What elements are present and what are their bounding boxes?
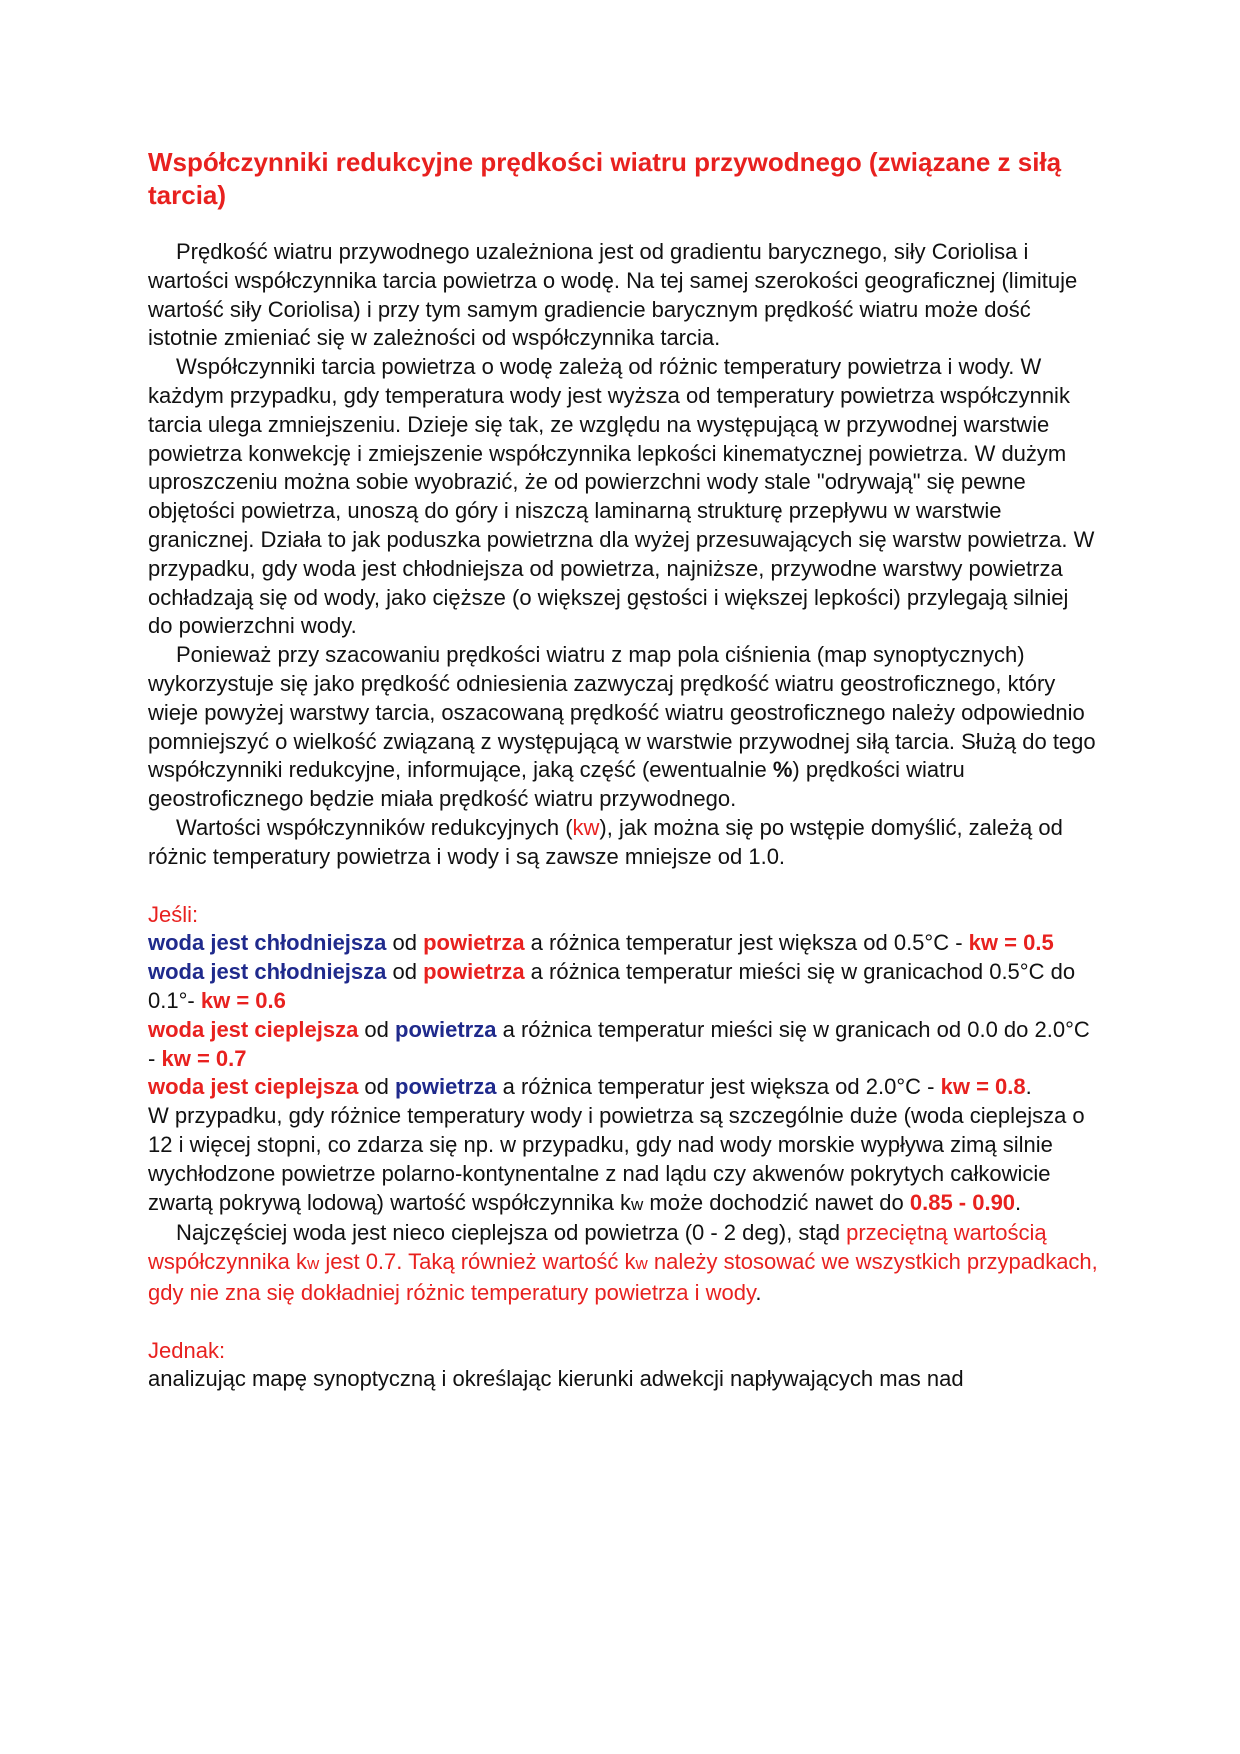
kw-range-value: 0.85 - 0.90 (909, 1189, 1016, 1215)
kw-value: kw = 0.6 (200, 987, 286, 1013)
paragraph-typical-value: Najczęściej woda jest nieco cieplejsza od powietrza (0 - 2 deg), stąd przeciętną wartością współczynnika kw jest 0.7. Taką również wartość kw należy stosować we wszystkich przypadkach, gdy nie zna się dokładniej różnic temperatury powietrza i wody. (148, 1220, 1098, 1305)
case-item: woda jest cieplejsza od powietrza a różnica temperatur mieści się w granicach od 0.0 do 2.0°C - kw = 0.7 (148, 1016, 1090, 1071)
kw-value: kw = 0.7 (161, 1045, 247, 1071)
paragraph-geostrophic-text-b: ) prędkości wiatru geostroficznego będzie miała prędkość wiatru przywodnego. (148, 757, 965, 812)
page-title: Współczynniki redukcyjne prędkości wiatru przywodnego (związane z siłą tarcia) (148, 147, 1062, 210)
document-page (148, 146, 1098, 1394)
paragraph-geostrophic-text-a: Ponieważ przy szacowaniu prędkości wiatru z map pola ciśnienia (map synoptycznych) wykorzystuje się jako prędkość odniesienia zazwyczaj prędkość wiatru geostroficznego, który wieje powyżej warstwy tarcia, oszacowaną prędkość wiatru geostroficznego należy odpowiednio pomniejszyć o wielkość związaną z występującą w warstwie przywodnej siłą tarcia. Służą do tego współczynniki redukcyjne, informujące, jaką część (ewentualnie (148, 642, 1096, 783)
jesli-heading: Jeśli: (148, 901, 199, 927)
paragraph-intro: Prędkość wiatru przywodnego uzależniona jest od gradientu barycznego, siły Coriolisa i wartości współczynnika tarcia powietrza o wodę. Na tej samej szerokości geograficznej (limituje wartość siły Coriolisa) i przy tym samym gradiencie barycznym prędkość wiatru może dość istotnie zmieniać się w zależności od współczynnika tarcia. (148, 239, 1078, 351)
kw-symbol: kw (572, 814, 600, 840)
paragraph-reduction-values (148, 814, 1098, 872)
kw-value: kw = 0.8 (940, 1074, 1026, 1100)
case-item: woda jest cieplejsza od powietrza a różnica temperatur jest większa od 2.0°C - kw = 0.8. (148, 1074, 1032, 1100)
paragraph-friction: Współczynniki tarcia powietrza o wodę zależą od różnic temperatury powietrza i wody. W każdym przypadku, gdy temperatura wody jest wyższa od temperatury powietrza współczynnik tarcia ulega zmniejszeniu. Dzieje się tak, ze względu na występującą w przywodnej warstwie powietrza konwekcję i zmiejszenie współczynnika lepkości kinematycznej powietrza. W dużym uproszczeniu można sobie wyobrazić, że od powierzchni wody stale "odrywają" się pewne objętości powietrza, unoszą do góry i niszczą laminarną strukturę przepływu w warstwie granicznej. Działa to jak poduszka powietrzna dla wyżej przesuwających się warstw powietrza. W przypadku, gdy woda jest chłodniejsza od powietrza, najniższe, przywodne warstwy powietrza ochładzają się od wody, jako cięższe (o większej gęstości i większej lepkości) przylegają silniej do powierzchni wody. (148, 354, 1095, 639)
kw-value: kw = 0.5 (968, 930, 1054, 956)
paragraph-large-differences: W przypadku, gdy różnice temperatury wody i powietrza są szczególnie duże (woda cieplejsza o 12 i więcej stopni, co zdarza się np. w przypadku, gdy nad wody morskie wypływa zimą silnie wychłodzone powietrze polarno-kontynentalne z nad lądu czy akwenów pokrytych całkowicie zwartą pokrywą lodową) wartość współczynnika kw może dochodzić nawet do 0.85 - 0.90. (148, 1103, 1085, 1215)
percent-sign: % (772, 757, 793, 783)
case-item: woda jest chłodniejsza od powietrza a różnica temperatur jest większa od 0.5°C - kw = 0.5 (148, 930, 1054, 956)
reduction-text-a: Wartości współczynników redukcyjnych ( (176, 814, 573, 840)
paragraph-analysis: analizując mapę synoptyczną i określając kierunki adwekcji napływających mas nad (148, 1366, 964, 1392)
paragraph-geostrophic (148, 641, 1098, 814)
typical-value-highlight: przeciętną wartością współczynnika kw jest 0.7. Taką również wartość kw należy stosować we wszystkich przypadkach, gdy nie zna się dokładniej różnic temperatury powietrza i wody (148, 1220, 1098, 1305)
reduction-text-b: ), jak można się po wstępie domyślić, zależą od różnic temperatury powietrza i wody i są zawsze mniejsze od 1.0. (148, 814, 1063, 869)
case-item: woda jest chłodniejsza od powietrza a różnica temperatur mieści się w granicachod 0.5°C do 0.1°- kw = 0.6 (148, 959, 1076, 1013)
jednak-heading: Jednak: (148, 1337, 226, 1363)
